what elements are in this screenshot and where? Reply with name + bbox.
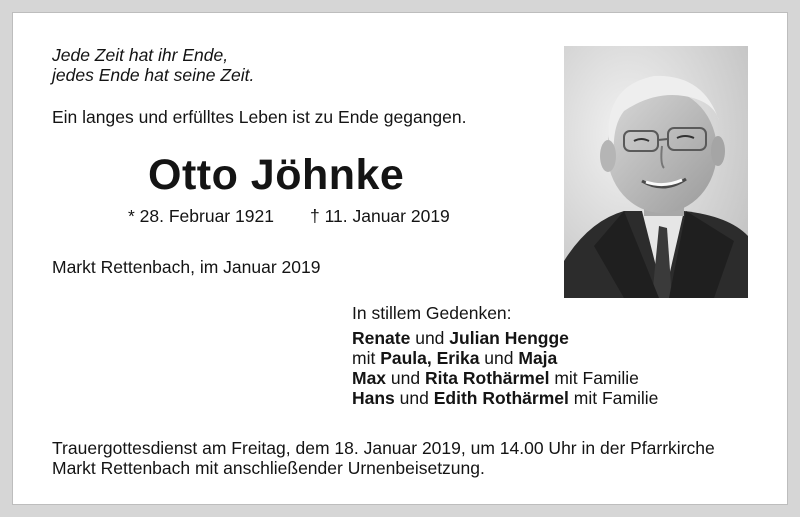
service-line-2: Markt Rettenbach mit anschließender Urnenbeisetzung. bbox=[52, 458, 485, 478]
service-line-1: Trauergottesdienst am Freitag, dem 18. Januar 2019, um 14.00 Uhr in der Pfarrkirche bbox=[52, 438, 715, 458]
motto-line-2: jedes Ende hat seine Zeit. bbox=[52, 65, 255, 85]
mourner-row: Max und Rita Rothärmel mit Familie bbox=[352, 368, 639, 388]
portrait-photo bbox=[564, 46, 748, 298]
mourners-heading: In stillem Gedenken: bbox=[352, 303, 512, 323]
mourner-row: mit Paula, Erika und Maja bbox=[352, 348, 558, 368]
place-date: Markt Rettenbach, im Januar 2019 bbox=[52, 257, 321, 277]
birth-date: * 28. Februar 1921 bbox=[128, 206, 274, 226]
mourner-row: Renate und Julian Hengge bbox=[352, 328, 569, 348]
death-date: † 11. Januar 2019 bbox=[310, 206, 450, 226]
mourner-row: Hans und Edith Rothärmel mit Familie bbox=[352, 388, 659, 408]
deceased-name: Otto Jöhnke bbox=[148, 151, 405, 199]
motto-line-1: Jede Zeit hat ihr Ende, bbox=[52, 45, 229, 65]
intro-text: Ein langes und erfülltes Leben ist zu Ende gegangen. bbox=[52, 107, 467, 127]
